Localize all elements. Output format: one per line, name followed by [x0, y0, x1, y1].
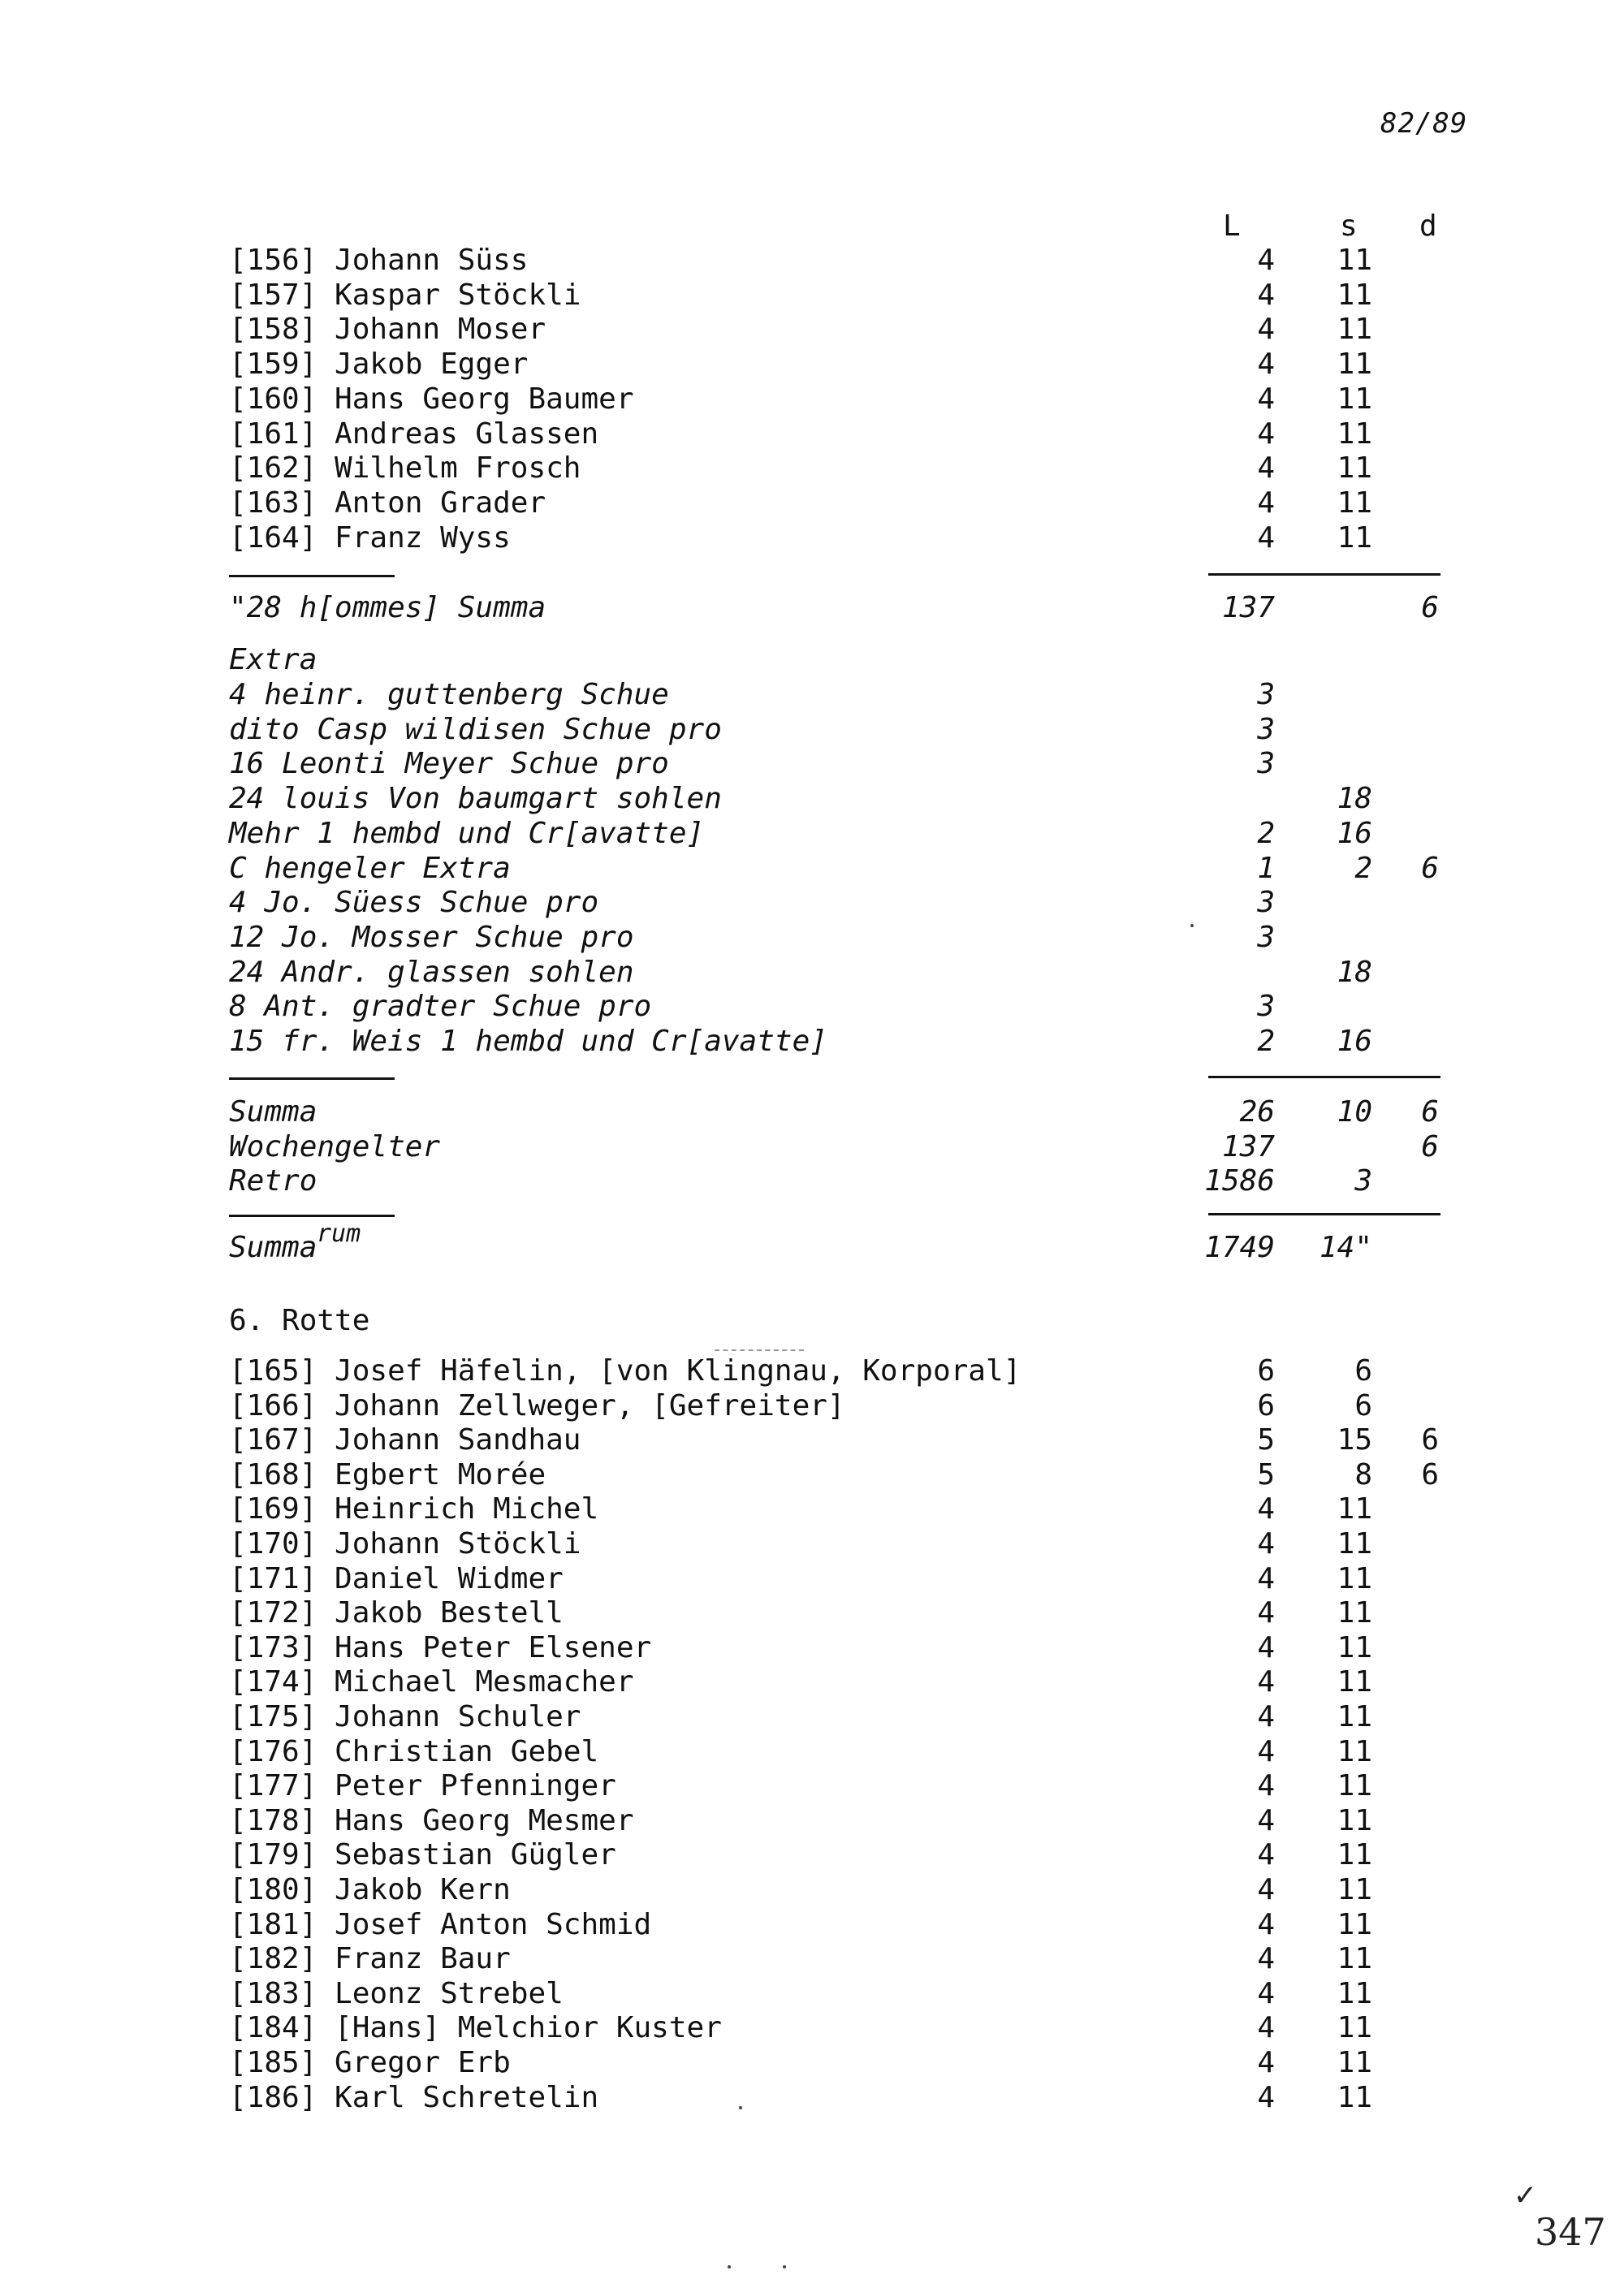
pounds-value: 3 [1257, 747, 1275, 781]
row-label: [173] Hans Peter Elsener [229, 1630, 652, 1664]
pounds-value: 3 [1257, 990, 1275, 1024]
row-label: 24 louis Von baumgart sohlen [229, 782, 722, 816]
extra-heading: Extra [229, 643, 317, 676]
column-header-pounds: L [1223, 209, 1241, 243]
pounds-value: 4 [1257, 520, 1275, 555]
pence-value: 6 [1421, 1423, 1439, 1457]
rule-long [1208, 573, 1440, 576]
shillings-value: 3 [1354, 1164, 1372, 1198]
ledger-row [229, 2011, 1447, 2045]
shillings-value: 11 [1337, 382, 1372, 416]
row-label: "28 h[ommes] Summa [229, 591, 546, 624]
pounds-value: 4 [1257, 1596, 1275, 1630]
pounds-value: 4 [1257, 244, 1275, 277]
shillings-value: 16 [1337, 1025, 1372, 1058]
row-label: [165] Josef Häfelin, [von Klingnau, Korporal] [229, 1354, 1021, 1388]
extra-row [229, 886, 1447, 920]
ledger-row [229, 1389, 1447, 1423]
shillings-value: 11 [1337, 2046, 1372, 2079]
shillings-value: 11 [1337, 348, 1372, 382]
ledger-row [229, 521, 1447, 555]
row-label: [161] Andreas Glassen [229, 417, 599, 451]
ledger-row [229, 1977, 1447, 2011]
ledger-row [229, 1735, 1447, 1769]
row-label: Mehr 1 hembd und Cr[avatte] [229, 816, 705, 850]
pounds-value: 4 [1257, 2080, 1275, 2114]
pounds-value: 1586 [1204, 1164, 1275, 1198]
row-label: [168] Egbert Morée [229, 1457, 546, 1491]
pounds-value: 4 [1257, 1527, 1275, 1561]
shillings-value: 11 [1337, 2011, 1372, 2045]
pounds-value: 3 [1257, 678, 1275, 711]
pounds-value: 4 [1257, 1803, 1275, 1837]
pounds-value: 4 [1257, 1561, 1275, 1595]
row-label: [186] Karl Schretelin [229, 2080, 599, 2114]
extra-row [229, 817, 1447, 851]
row-label: [174] Michael Mesmacher [229, 1665, 634, 1699]
row-label: 24 Andr. glassen sohlen [229, 955, 634, 989]
row-label: [167] Johann Sandhau [229, 1423, 581, 1457]
shillings-value: 11 [1337, 417, 1372, 451]
section-title-rotte: 6. Rotte [229, 1304, 370, 1337]
extra-row [229, 713, 1447, 747]
ledger-row [229, 486, 1447, 520]
shillings-value: 6 [1354, 1388, 1372, 1422]
pence-value: 6 [1421, 1095, 1439, 1129]
row-label: 8 Ant. gradter Schue pro [229, 990, 652, 1024]
pounds-value: 4 [1257, 1665, 1275, 1699]
extra-row [229, 852, 1447, 886]
pounds-value: 4 [1257, 1873, 1275, 1906]
row-label: [184] [Hans] Melchior Kuster [229, 2011, 722, 2045]
pounds-value: 3 [1257, 920, 1275, 954]
row-label: C hengeler Extra [229, 851, 511, 885]
ledger-row [229, 1423, 1447, 1457]
shillings-value: 18 [1337, 955, 1372, 989]
ledger-row [229, 1838, 1447, 1872]
pounds-value: 6 [1257, 1388, 1275, 1422]
pounds-value: 4 [1257, 2011, 1275, 2045]
ledger-row [229, 1942, 1447, 1976]
pence-value: 6 [1421, 1457, 1439, 1491]
ledger-row [229, 1804, 1447, 1838]
ledger-row [229, 1458, 1447, 1492]
shillings-value: 11 [1337, 313, 1372, 347]
shillings-value: 11 [1337, 1527, 1372, 1561]
pounds-value: 4 [1257, 313, 1275, 347]
ledger-row [229, 1873, 1447, 1907]
speck [1190, 924, 1194, 927]
pounds-value: 4 [1257, 278, 1275, 312]
ledger-row [229, 451, 1447, 486]
shillings-value: 11 [1337, 278, 1372, 312]
pounds-value: 4 [1257, 1630, 1275, 1664]
row-label: [171] Daniel Widmer [229, 1561, 564, 1595]
row-label: 4 Jo. Süess Schue pro [229, 886, 599, 920]
row-label: [185] Gregor Erb [229, 2046, 511, 2079]
row-label: [179] Sebastian Gügler [229, 1838, 616, 1872]
rule-short [229, 1215, 395, 1217]
extra-row [229, 782, 1447, 816]
shillings-value: 11 [1337, 1561, 1372, 1595]
shillings-value: 14" [1319, 1231, 1372, 1264]
pounds-value: 4 [1257, 451, 1275, 486]
shillings-value: 11 [1337, 1838, 1372, 1872]
pounds-value: 4 [1257, 2046, 1275, 2079]
shillings-value: 11 [1337, 486, 1372, 520]
row-label: [180] Jakob Kern [229, 1873, 511, 1906]
ledger-row [229, 1700, 1447, 1734]
ledger-row [229, 2046, 1447, 2080]
pounds-value: 137 [1221, 1129, 1275, 1163]
shillings-value: 6 [1354, 1354, 1372, 1388]
pounds-value: 5 [1257, 1457, 1275, 1491]
ledger-row [229, 244, 1447, 278]
pounds-value: 4 [1257, 1942, 1275, 1976]
total-row [229, 1164, 1447, 1198]
row-label: dito Casp wildisen Schue pro [229, 712, 722, 746]
extra-row [229, 678, 1447, 712]
rule-short [229, 575, 395, 577]
row-label: [158] Johann Moser [229, 313, 546, 347]
pounds-value: 3 [1257, 886, 1275, 920]
shillings-value: 15 [1337, 1423, 1372, 1457]
ledger-row [229, 1354, 1447, 1388]
column-header-pence: d [1419, 209, 1437, 243]
pounds-value: 4 [1257, 1734, 1275, 1768]
row-label: [183] Leonz Strebel [229, 1976, 564, 2010]
row-label: Summa [229, 1095, 317, 1129]
extra-row [229, 990, 1447, 1024]
rule-short [229, 1077, 395, 1080]
row-label: Retro [229, 1164, 317, 1198]
pounds-value: 4 [1257, 1907, 1275, 1941]
row-label: [157] Kaspar Stöckli [229, 278, 581, 312]
speck [739, 2106, 742, 2109]
faint-mark [715, 1349, 804, 1351]
shillings-value: 11 [1337, 1803, 1372, 1837]
summarum-row [229, 1231, 1447, 1265]
ledger-row [229, 382, 1447, 417]
pounds-value: 1 [1257, 851, 1275, 885]
shillings-value: 11 [1337, 1907, 1372, 1941]
shillings-value: 11 [1337, 520, 1372, 555]
shillings-value: 11 [1337, 244, 1372, 277]
shillings-value: 11 [1337, 1976, 1372, 2010]
row-label: [177] Peter Pfenninger [229, 1769, 616, 1803]
shillings-value: 11 [1337, 1596, 1372, 1630]
pounds-value: 1749 [1204, 1231, 1275, 1264]
shillings-value: 18 [1337, 782, 1372, 816]
pence-value: 6 [1421, 851, 1439, 885]
pounds-value: 2 [1257, 1025, 1275, 1058]
row-label: [160] Hans Georg Baumer [229, 382, 634, 416]
row-label: [169] Heinrich Michel [229, 1492, 599, 1526]
shillings-value: 11 [1337, 1700, 1372, 1733]
pounds-value: 4 [1257, 348, 1275, 382]
ledger-row [229, 1908, 1447, 1942]
pounds-value: 4 [1257, 417, 1275, 451]
pounds-value: 4 [1257, 1492, 1275, 1526]
summa-row [229, 591, 1447, 625]
shillings-value: 8 [1354, 1457, 1372, 1491]
row-label: [178] Hans Georg Mesmer [229, 1803, 634, 1837]
extra-row [229, 1025, 1447, 1059]
ledger-row [229, 278, 1447, 313]
shillings-value: 10 [1337, 1095, 1372, 1129]
row-label: Wochengelter [229, 1129, 441, 1163]
row-label: [159] Jakob Egger [229, 348, 529, 382]
pounds-value: 26 [1239, 1095, 1275, 1129]
ledger-row [229, 1527, 1447, 1561]
pounds-value: 2 [1257, 816, 1275, 850]
pounds-value: 4 [1257, 486, 1275, 520]
pounds-value: 4 [1257, 1769, 1275, 1803]
extra-row [229, 747, 1447, 781]
row-label: 16 Leonti Meyer Schue pro [229, 747, 669, 781]
pounds-value: 4 [1257, 382, 1275, 416]
row-label: [181] Josef Anton Schmid [229, 1907, 652, 1941]
pounds-value: 137 [1221, 591, 1275, 624]
shillings-value: 2 [1354, 851, 1372, 885]
row-label: [162] Wilhelm Frosch [229, 451, 581, 486]
ledger-row [229, 417, 1447, 451]
ledger-row [229, 1492, 1447, 1526]
ledger-row [229, 1562, 1447, 1596]
ledger-row [229, 348, 1447, 382]
shillings-value: 11 [1337, 1492, 1372, 1526]
shillings-value: 16 [1337, 816, 1372, 850]
row-label: [163] Anton Grader [229, 486, 546, 520]
speck [728, 2265, 731, 2269]
ledger-row [229, 1631, 1447, 1665]
row-label: [172] Jakob Bestell [229, 1596, 564, 1630]
shillings-value: 11 [1337, 1734, 1372, 1768]
check-mark-icon: ✓ [1515, 2176, 1535, 2213]
row-label: 4 heinr. guttenberg Schue [229, 678, 669, 711]
ledger-row [229, 2081, 1447, 2115]
pounds-value: 3 [1257, 712, 1275, 746]
ledger-row [229, 313, 1447, 347]
shillings-value: 11 [1337, 1873, 1372, 1906]
shillings-value: 11 [1337, 1630, 1372, 1664]
shillings-value: 11 [1337, 451, 1372, 486]
row-label: 12 Jo. Mosser Schue pro [229, 920, 634, 954]
extra-row [229, 921, 1447, 955]
ledger-row [229, 1769, 1447, 1803]
row-label: [182] Franz Baur [229, 1942, 511, 1976]
extra-row [229, 956, 1447, 990]
row-label: [166] Johann Zellweger, [Gefreiter] [229, 1388, 845, 1422]
row-label: [156] Johann Süss [229, 244, 529, 277]
pounds-value: 4 [1257, 1700, 1275, 1733]
row-label: Summa [229, 1231, 317, 1264]
column-header-shillings: s [1340, 209, 1358, 243]
pounds-value: 5 [1257, 1423, 1275, 1457]
row-label: [164] Franz Wyss [229, 520, 511, 555]
pounds-value: 4 [1257, 1976, 1275, 2010]
shillings-value: 11 [1337, 1942, 1372, 1976]
summarum-superscript: rum [317, 1220, 361, 1248]
speck [783, 2265, 786, 2269]
total-row [229, 1095, 1447, 1129]
row-label: 15 fr. Weis 1 hembd und Cr[avatte] [229, 1025, 827, 1058]
pence-value: 6 [1421, 1129, 1439, 1163]
pounds-value: 4 [1257, 1838, 1275, 1872]
pence-value: 6 [1421, 591, 1439, 624]
shillings-value: 11 [1337, 2080, 1372, 2114]
rule-long [1208, 1213, 1440, 1215]
row-label: [170] Johann Stöckli [229, 1527, 581, 1561]
handwritten-page-number: 347 [1535, 2210, 1606, 2254]
page-reference: 82/89 [1380, 107, 1468, 140]
rule-long [1208, 1076, 1440, 1078]
row-label: [176] Christian Gebel [229, 1734, 599, 1768]
pounds-value: 6 [1257, 1354, 1275, 1388]
shillings-value: 11 [1337, 1769, 1372, 1803]
shillings-value: 11 [1337, 1665, 1372, 1699]
ledger-row [229, 1665, 1447, 1699]
row-label: [175] Johann Schuler [229, 1700, 581, 1733]
ledger-row [229, 1596, 1447, 1630]
total-row [229, 1130, 1447, 1164]
